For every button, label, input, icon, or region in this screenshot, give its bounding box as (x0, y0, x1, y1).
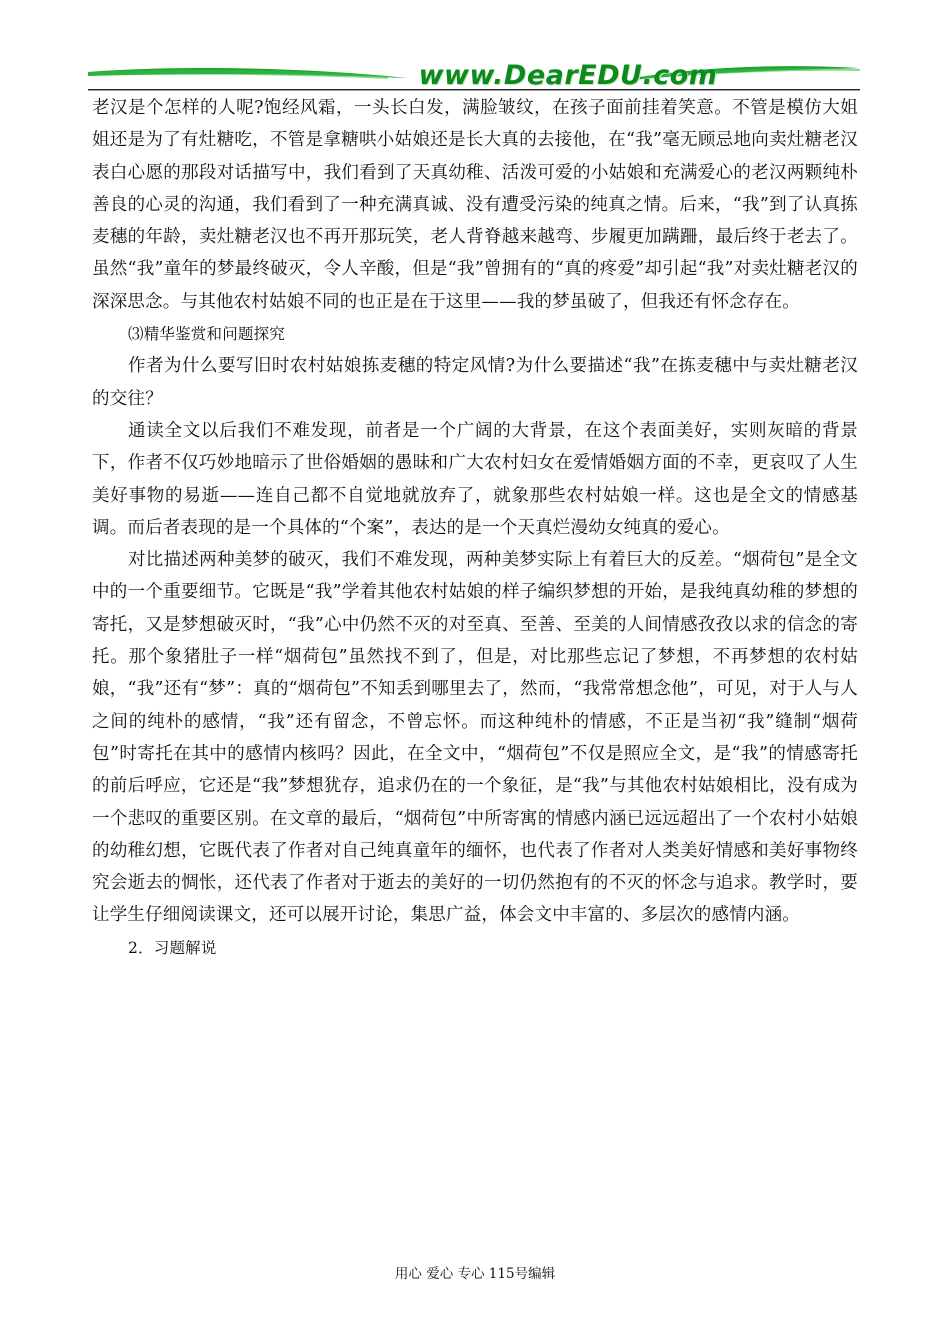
site-logo: www.DearEDU.com (418, 60, 718, 91)
article-body (92, 92, 858, 964)
site-header-banner (88, 58, 860, 94)
section-heading: 2．习题解说 (128, 938, 217, 957)
page-footer: 用心 爱心 专心 115号编辑 (394, 1266, 556, 1282)
section-heading: ⑶精华鉴赏和问题探究 (128, 325, 286, 344)
paragraph: 老汉是个怎样的人呢?饱经风霜，一头长白发，满脸皱纹，在孩子面前挂着笑意。不管是模仿大姐姐还是为了有灶糖吃，不管是拿糖哄小姑娘还是长大真的去接他，在“我”毫无顾忌地向卖灶糖老汉表白心愿的那段对话描写中，我们看到了天真幼稚、活泼可爱的小姑娘和充满爱心的老汉两颗纯朴善良的心灵的沟通，我们看到了一种充满真诚、没有遭受污染的纯真之情。后来，“我”到了认真拣麦穗的年龄，卖灶糖老汉也不再开那玩笑，老人背脊越来越弯、步履更加蹒跚，最后终于老去了。虽然“我”童年的梦最终破灭，令人辛酸，但是“我”曾拥有的“真的疼爱”却引起“我”对卖灶糖老汉的深深思念。与其他农村姑娘不同的也正是在于这里——我的梦虽破了，但我还有怀念存在。 (92, 98, 858, 312)
paragraph: 对比描述两种美梦的破灭，我们不难发现，两种美梦实际上有着巨大的反差。“烟荷包”是全文中的一个重要细节。它既是“我”学着其他农村姑娘的样子编织梦想的开始，是我纯真幼稚的梦想的寄托，又是梦想破灭时，“我”心中仍然不灭的对至真、至善、至美的人间情感孜孜以求的信念的寄托。那个象猪肚子一样“烟荷包”虽然找不到了，但是，对比那些忘记了梦想，不再梦想的农村姑娘，“我”还有“梦”：真的“烟荷包”不知丢到哪里去了，然而，“我常常想念他”，可见，对于人与人之间的纯朴的感情，“我”还有留念，不曾忘怀。而这种纯朴的情感，不正是当初“我”缝制“烟荷包”时寄托在其中的感情内核吗？因此，在全文中，“烟荷包”不仅是照应全文，是“我”的情感寄托的前后呼应，它还是“我”梦想犹存，追求仍在的一个象征，是“我”与其他农村姑娘相比，没有成为一个悲叹的重要区别。在文章的最后，“烟荷包”中所寄寓的情感内涵已远远超出了一个农村小姑娘的幼稚幻想，它既代表了作者对自己纯真童年的缅怀，也代表了作者对人类美好情感和美好事物终究会逝去的惆怅，还代表了作者对于逝去的美好的一切仍然抱有的不灭的怀念与追求。教学时，要让学生仔细阅读课文，还可以展开讨论，集思广益，体会文中丰富的、多层次的感情内涵。 (92, 550, 858, 926)
paragraph: 通读全文以后我们不难发现，前者是一个广阔的大背景，在这个表面美好，实则灰暗的背景下，作者不仅巧妙地暗示了世俗婚姻的愚昧和广大农村妇女在爱情婚姻方面的不幸，更哀叹了人生美好事物的易逝——连自己都不自觉地就放弃了，就象那些农村姑娘一样。这也是全文的情感基调。而后者表现的是一个具体的“个案”，表达的是一个天真烂漫幼女纯真的爱心。 (92, 420, 858, 538)
paragraph: 作者为什么要写旧时农村姑娘拣麦穗的特定风情?为什么要描述“我”在拣麦穗中与卖灶糖老汉的交往？ (92, 356, 858, 409)
